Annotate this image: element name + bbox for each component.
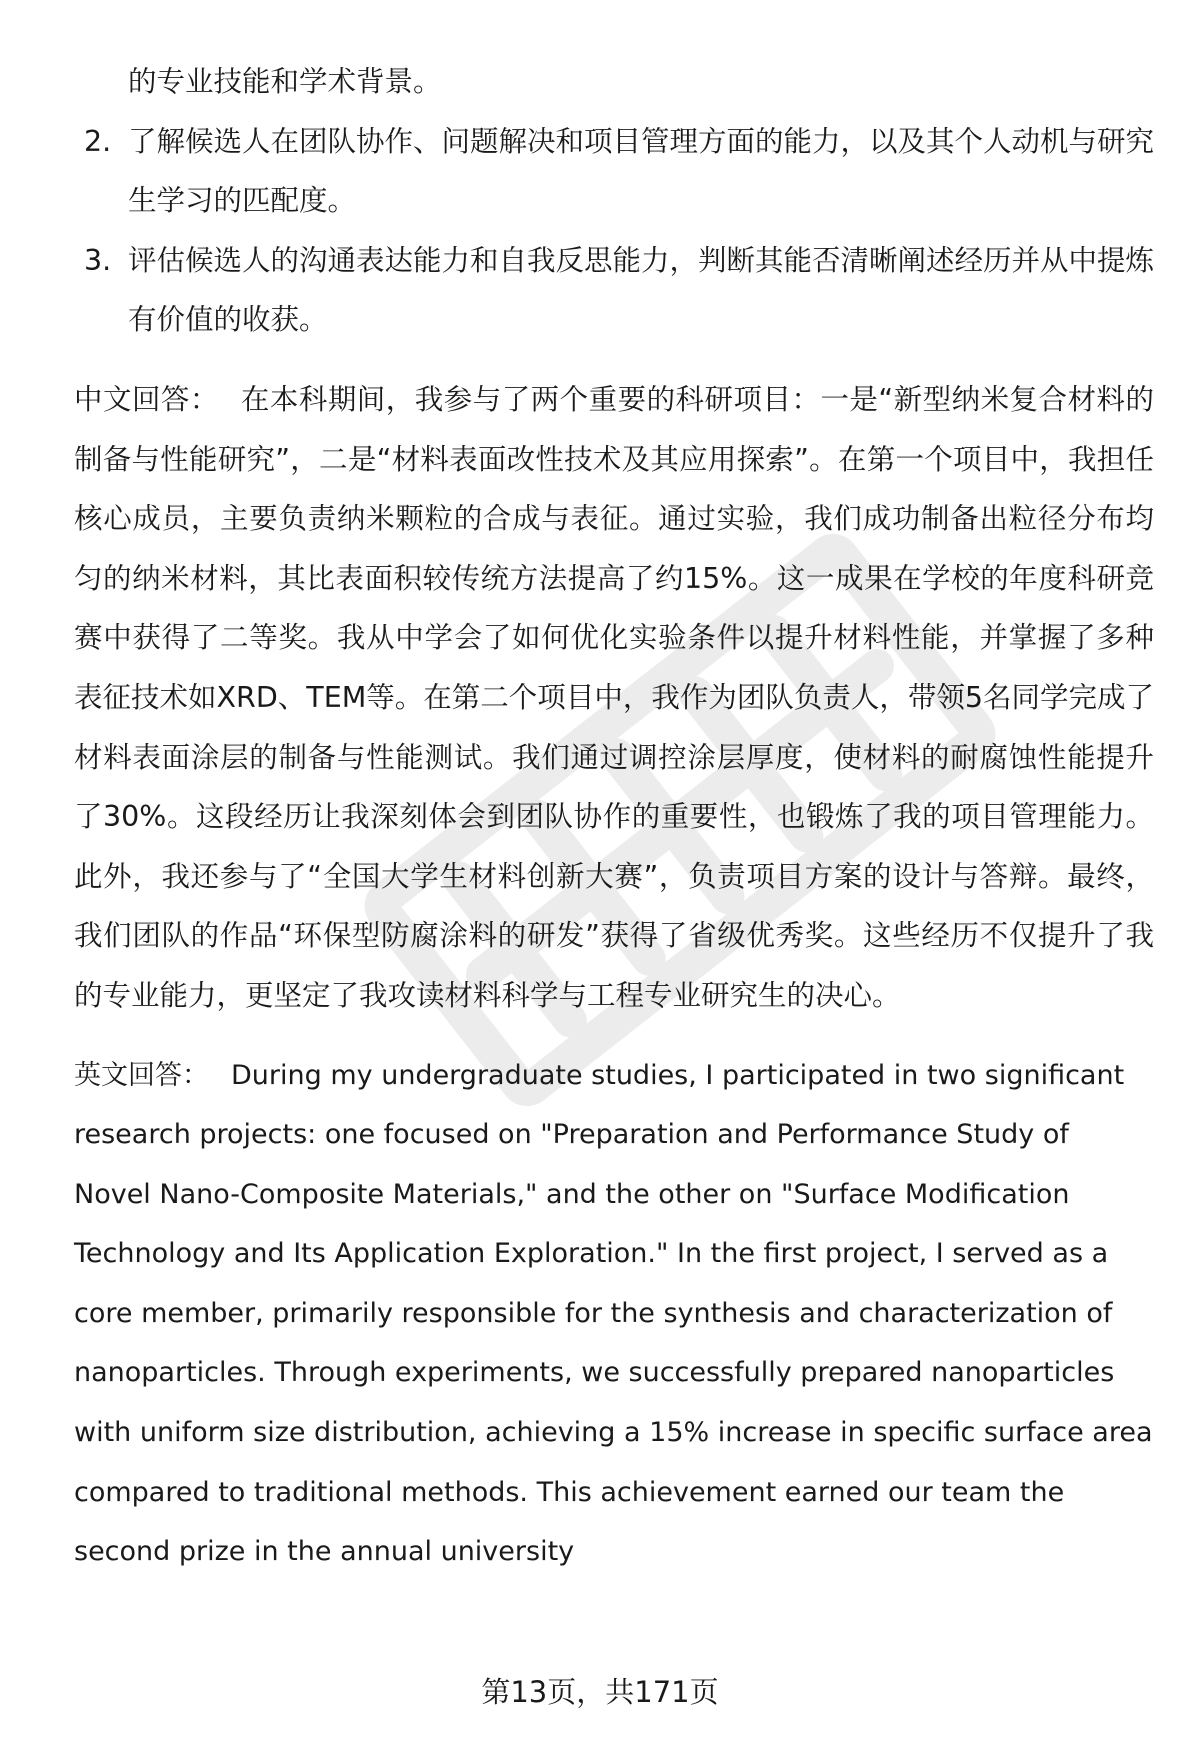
english-answer-label: 英文回答：	[74, 1059, 209, 1091]
list-number: 3.	[84, 243, 112, 277]
chinese-answer	[74, 370, 1154, 1026]
list-text: 了解候选人在团队协作、问题解决和项目管理方面的能力，以及其个人动机与研究生学习的匹配度。	[128, 124, 1155, 218]
list-text: 评估候选人的沟通表达能力和自我反思能力，判断其能否清晰阐述经历并从中提炼有价值的收获。	[128, 243, 1155, 337]
list-item	[74, 112, 1154, 231]
page-number-footer: 第13页，共171页	[481, 1675, 719, 1709]
document-body	[74, 52, 1154, 1582]
chinese-answer-label: 中文回答：	[74, 382, 219, 416]
english-answer	[74, 1046, 1154, 1582]
continued-line: 的专业技能和学术背景。	[128, 65, 442, 98]
list-number: 2.	[84, 124, 112, 158]
list-item	[74, 231, 1154, 350]
english-answer-text: During my undergraduate studies, I participated in two significant research projects: one focused on "Preparation and Performance Study of Novel Nano-Composite Materials," and the other on "Surface Modification Technology and Its Application Exploration." In the first project, I served as a core member, primarily responsible for the synthesis and characterization of nanoparticles. Through experiments, we successfully prepared nanoparticles with uniform size distribution, achieving a 15% increase in specific surface area compared to traditional methods. This achievement earned our team the second prize in the annual university	[74, 1059, 1153, 1568]
chinese-answer-text: 在本科期间，我参与了两个重要的科研项目：一是“新型纳米复合材料的制备与性能研究”，二是“材料表面改性技术及其应用探索”。在第一个项目中，我担任核心成员，主要负责纳米颗粒的合成与表征。通过实验，我们成功制备出粒径分布均匀的纳米材料，其比表面积较传统方法提高了约15%。这一成果在学校的年度科研竞赛中获得了二等奖。我从中学会了如何优化实验条件以提升材料性能，并掌握了多种表征技术如XRD、TEM等。在第二个项目中，我作为团队负责人，带领5名同学完成了材料表面涂层的制备与性能测试。我们通过调控涂层厚度，使材料的耐腐蚀性能提升了30%。这段经历让我深刻体会到团队协作的重要性，也锻炼了我的项目管理能力。此外，我还参与了“全国大学生材料创新大赛”，负责项目方案的设计与答辩。最终，我们团队的作品“环保型防腐涂料的研发”获得了省级优秀奖。这些经历不仅提升了我的专业能力，更坚定了我攻读材料科学与工程专业研究生的决心。	[74, 382, 1154, 1012]
